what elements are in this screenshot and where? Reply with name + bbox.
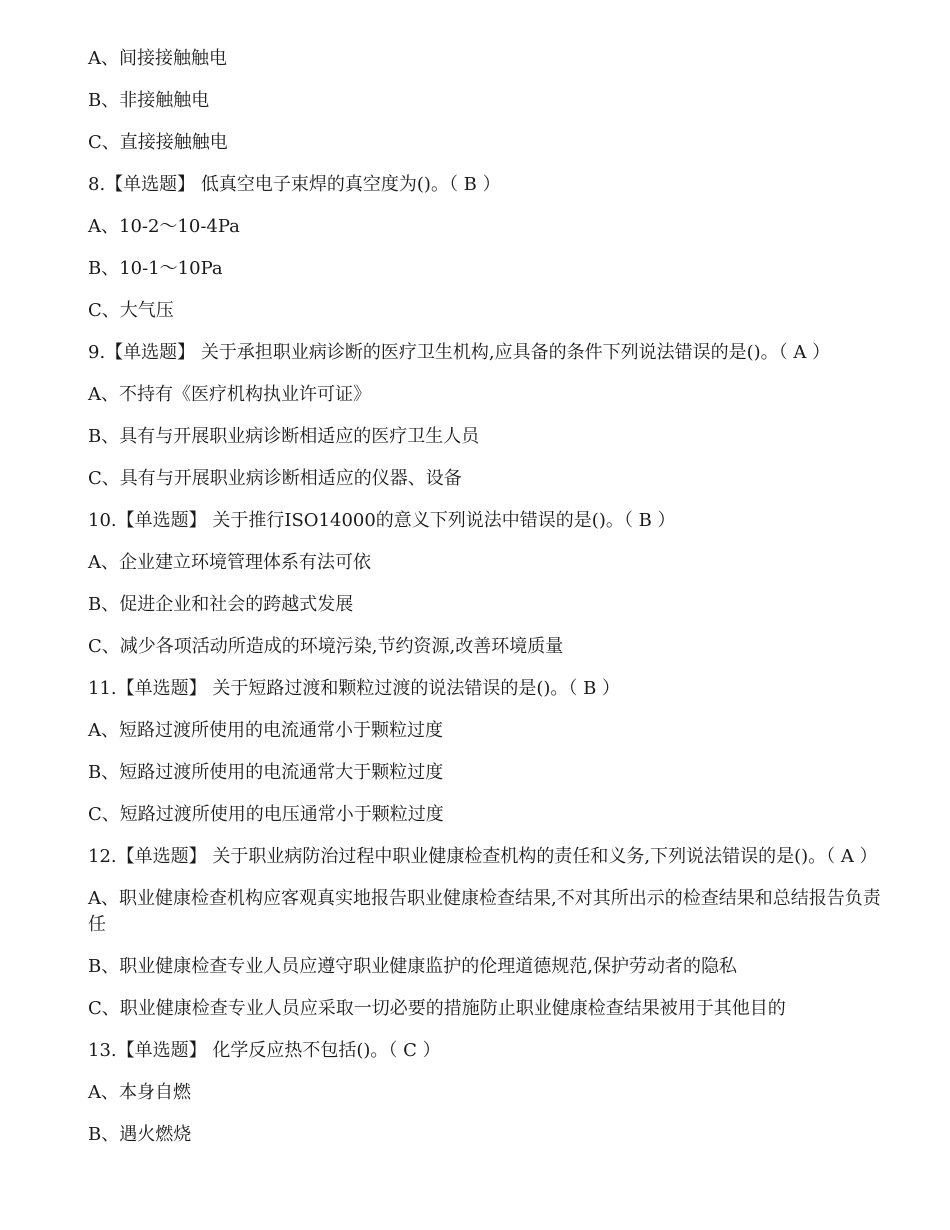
option-c: C、短路过渡所使用的电压通常小于颗粒过度 [88, 804, 444, 825]
question-11: 11.【单选题】 关于短路过渡和颗粒过渡的说法错误的是()。（ B ） [88, 678, 621, 699]
option-b: B、职业健康检查专业人员应遵守职业健康监护的伦理道德规范,保护劳动者的隐私 [88, 956, 737, 977]
option-a: A、10-2～10-4Pa [88, 216, 240, 237]
option-b: B、遇火燃烧 [88, 1124, 192, 1145]
option-b: B、具有与开展职业病诊断相适应的医疗卫生人员 [88, 426, 480, 447]
option-a: A、企业建立环境管理体系有法可依 [88, 552, 371, 573]
option-b: B、10-1～10Pa [88, 258, 223, 279]
question-12: 12.【单选题】 关于职业病防治过程中职业健康检查机构的责任和义务,下列说法错误的是()。（ A ） [88, 846, 878, 867]
option-b: B、促进企业和社会的跨越式发展 [88, 594, 354, 615]
option-c: C、具有与开展职业病诊断相适应的仪器、设备 [88, 468, 462, 489]
option-a: A、间接接触触电 [88, 48, 227, 69]
question-13: 13.【单选题】 化学反应热不包括()。（ C ） [88, 1040, 441, 1061]
option-c: C、职业健康检查专业人员应采取一切必要的措施防止职业健康检查结果被用于其他目的 [88, 998, 786, 1019]
option-c: C、减少各项活动所造成的环境污染,节约资源,改善环境质量 [88, 636, 564, 657]
option-b: B、短路过渡所使用的电流通常大于颗粒过度 [88, 762, 444, 783]
option-c: C、大气压 [88, 300, 174, 321]
option-c: C、直接接触触电 [88, 132, 228, 153]
option-a: A、短路过渡所使用的电流通常小于颗粒过度 [88, 720, 443, 741]
document-page [88, 46, 894, 1164]
option-a: A、职业健康检查机构应客观真实地报告职业健康检查结果,不对其所出示的检查结果和总结报告负责任 [88, 888, 881, 935]
option-b: B、非接触触电 [88, 90, 210, 111]
question-10: 10.【单选题】 关于推行ISO14000的意义下列说法中错误的是()。（ B ） [88, 510, 676, 531]
option-a: A、本身自燃 [88, 1082, 191, 1103]
question-8: 8.【单选题】 低真空电子束焊的真空度为()。（ B ） [88, 174, 501, 195]
question-9: 9.【单选题】 关于承担职业病诊断的医疗卫生机构,应具备的条件下列说法错误的是()。（ A ） [88, 342, 831, 363]
option-a: A、不持有《医疗机构执业许可证》 [88, 384, 371, 405]
